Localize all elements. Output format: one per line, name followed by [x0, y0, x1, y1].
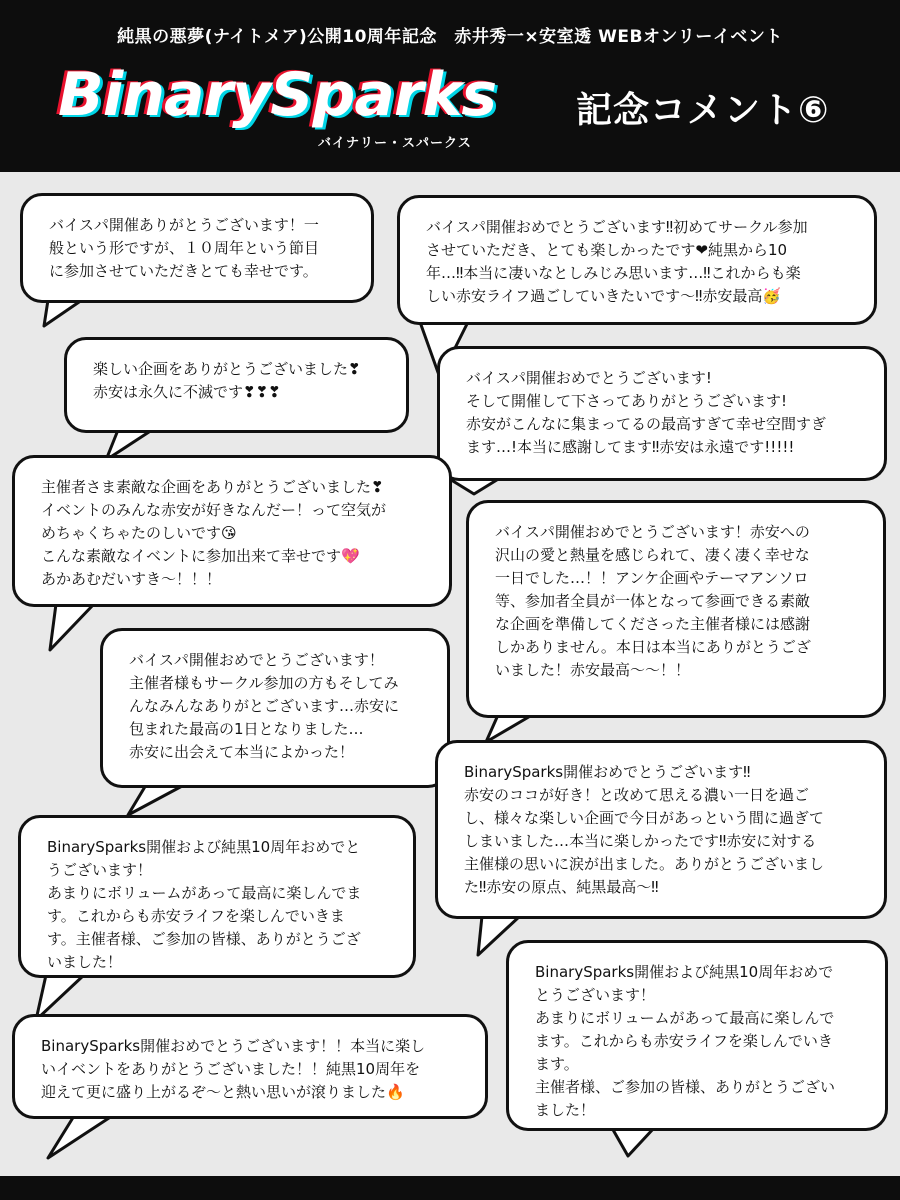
- comment-bubble: [100, 628, 450, 788]
- comment-text: バイスパ開催ありがとうございます！一 般という形ですが、１０周年という節目 に参加させていただきとても幸せです。: [49, 216, 320, 280]
- event-logo: BinarySparks: [58, 60, 497, 130]
- comment-bubble: [12, 455, 452, 607]
- bubble-tail-1: [44, 300, 82, 326]
- comment-bubble: [64, 337, 409, 433]
- bubble-tail-6: [486, 715, 532, 742]
- comment-title: 記念コメント⑥: [576, 90, 830, 131]
- bubble-tail-11: [48, 1116, 112, 1158]
- bubble-tail-10: [612, 1128, 654, 1156]
- comment-bubble: [506, 940, 888, 1131]
- comment-text: 楽しい企画をありがとうございました❣ 赤安は永久に不滅です❣❣❣: [93, 360, 361, 401]
- comment-bubble: [466, 500, 886, 718]
- comment-bubble: [397, 195, 877, 325]
- comment-bubble: [12, 1014, 488, 1119]
- comment-bubble: [437, 346, 887, 481]
- comment-text: バイスパ開催おめでとうございます‼初めてサークル参加 させていただき、とても楽しかったです❤純黒から10 年…‼本当に凄いなとしみじみ思います…‼これからも楽 しい赤安ライフ過ごしていきたいです〜‼赤安最高🥳: [426, 218, 808, 305]
- comment-text: BinarySparks開催および純黒10周年おめで とうございます！ あまりにボリュームがあって最高に楽しんで ます。これからも赤安ライフを楽しんでいき ます。 主催者様、ご参加の皆様、ありがとうござい ました！: [535, 963, 836, 1119]
- comment-text: BinarySparks開催おめでとうございます‼ 赤安のココが好き！と改めて思える濃い一日を過ご し、様々な楽しい企画で今日があっという間に過ぎて しまいました…本当に楽しかったです‼赤安に対する 主催様の思いに涙が出ました。ありがとうございまし た‼赤安の原点、純黒最高〜‼: [464, 763, 825, 896]
- comment-text: BinarySparks開催おめでとうございます！！本当に楽し いイベントをありがとうございました！！純黒10周年を 迎えて更に盛り上がるぞ〜と熱い思いが滾りました🔥: [41, 1037, 426, 1101]
- logo-reading: バイナリー・スパークス: [318, 136, 472, 151]
- comment-bubble: [20, 193, 374, 303]
- bubble-tail-7: [128, 785, 184, 815]
- comment-bubble: [435, 740, 887, 919]
- comment-text: BinarySparks開催および純黒10周年おめでと うございます！ あまりにボリュームがあって最高に楽しんでま す。これからも赤安ライフを楽しんでいきま す。主催者様、ご参加の皆様、ありがとうござ いました！: [47, 838, 362, 971]
- comment-text: バイスパ開催おめでとうございます！ 主催者様もサークル参加の方もそしてみ んなみんなありがとございます…赤安に 包まれた最高の1日となりました… 赤安に出会えて本当によかった！: [129, 651, 400, 761]
- comment-text: 主催者さま素敵な企画をありがとうございました❣ イベントのみんな赤安が好きなんだー！って空気が めちゃくちゃたのしいです😘 こんな素敵なイベントに参加出来て幸せです💖 あかあむだいすき〜！！！: [41, 478, 387, 588]
- comment-text: バイスパ開催おめでとうございます！赤安への 沢山の愛と熱量を感じられて、凄く凄く幸せな 一日でした…！！アンケ企画やテーマアンソロ 等、参加者全員が一体となって参画できる素敵 な企画を準備してくださった主催者様には感謝 しかありません。本日は本当にありがとうござ いました！赤安最高〜〜！！: [495, 523, 811, 679]
- comment-bubble: [18, 815, 416, 978]
- bubble-tail-5: [50, 604, 94, 650]
- comment-text: バイスパ開催おめでとうございます! そして開催して下さってありがとうございます! 赤安がこんなに集まってるの最高すぎて幸せ空間すぎ ます…!本当に感謝してます‼赤安は永遠です!!!!!: [466, 369, 827, 456]
- event-subtitle: 純黒の悪夢(ナイトメア)公開10周年記念 赤井秀一×安室透 WEBオンリーイベント: [117, 27, 783, 47]
